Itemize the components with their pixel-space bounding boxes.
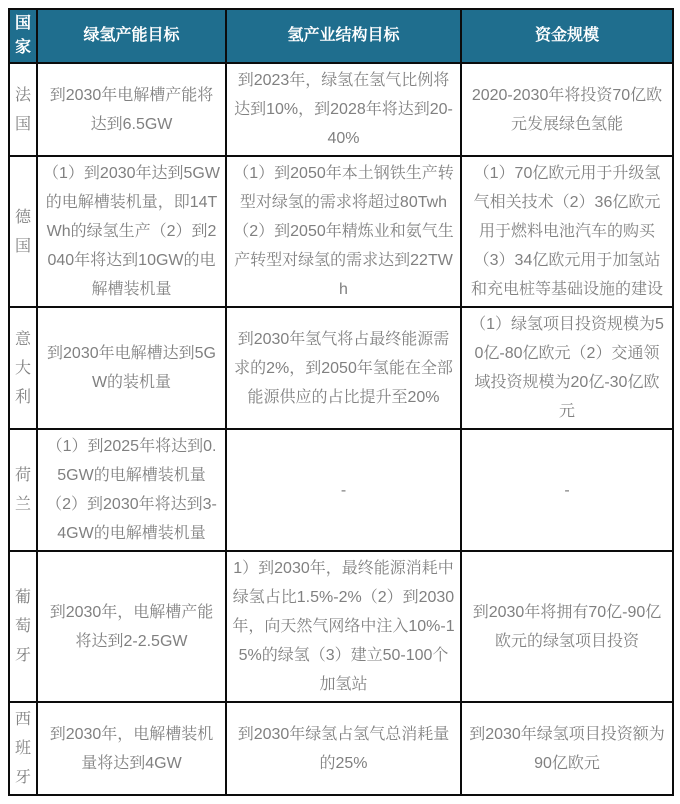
table-row-germany <box>9 156 673 307</box>
column-header-structure-target: 氢产业结构目标 <box>226 9 461 63</box>
table-row-spain <box>9 702 673 795</box>
column-header-funding-scale: 资金规模 <box>461 9 673 63</box>
column-header-capacity-target: 绿氢产能目标 <box>37 9 226 63</box>
cell-country: 德国 <box>9 156 37 307</box>
cell-country: 西班牙 <box>9 702 37 795</box>
cell-funding-scale: （1）70亿欧元用于升级氢气相关技术（2）36亿欧元用于燃料电池汽车的购买（3）34亿欧元用于加氢站和充电桩等基础设施的建设 <box>461 156 673 307</box>
hydrogen-targets-table <box>8 8 674 796</box>
cell-capacity-target: 到2030年电解槽达到5GW的装机量 <box>37 307 226 429</box>
cell-country: 荷兰 <box>9 429 37 551</box>
cell-capacity-target: 到2030年电解槽产能将达到6.5GW <box>37 63 226 156</box>
cell-country: 意大利 <box>9 307 37 429</box>
cell-capacity-target: （1）到2030年达到5GW的电解槽装机量，即14TWh的绿氢生产（2）到2040年将达到10GW的电解槽装机量 <box>37 156 226 307</box>
cell-funding-scale: （1）绿氢项目投资规模为50亿-80亿欧元（2）交通领域投资规模为20亿-30亿欧元 <box>461 307 673 429</box>
table-row-france <box>9 63 673 156</box>
cell-capacity-target: 到2030年，电解槽产能将达到2-2.5GW <box>37 551 226 702</box>
column-header-country: 国家 <box>9 9 37 63</box>
table-row-netherlands <box>9 429 673 551</box>
cell-structure-target: 到2023年，绿氢在氢气比例将达到10%，到2028年将达到20-40% <box>226 63 461 156</box>
cell-funding-scale: 2020-2030年将投资70亿欧元发展绿色氢能 <box>461 63 673 156</box>
header-row <box>9 9 673 63</box>
cell-capacity-target: （1）到2025年将达到0.5GW的电解槽装机量（2）到2030年将达到3-4GW的电解槽装机量 <box>37 429 226 551</box>
cell-structure-target: （1）到2050年本土钢铁生产转型对绿氢的需求将超过80Twh（2）到2050年精炼业和氨气生产转型对绿氢的需求达到22TWh <box>226 156 461 307</box>
cell-funding-scale: - <box>461 429 673 551</box>
cell-structure-target: 1）到2030年，最终能源消耗中绿氢占比1.5%-2%（2）到2030年，向天然气网络中注入10%-15%的绿氢（3）建立50-100个加氢站 <box>226 551 461 702</box>
cell-structure-target: - <box>226 429 461 551</box>
cell-country: 法国 <box>9 63 37 156</box>
cell-capacity-target: 到2030年，电解槽装机量将达到4GW <box>37 702 226 795</box>
cell-funding-scale: 到2030年将拥有70亿-90亿欧元的绿氢项目投资 <box>461 551 673 702</box>
table-row-portugal <box>9 551 673 702</box>
table-row-italy <box>9 307 673 429</box>
cell-country: 葡萄牙 <box>9 551 37 702</box>
cell-structure-target: 到2030年绿氢占氢气总消耗量的25% <box>226 702 461 795</box>
cell-structure-target: 到2030年氢气将占最终能源需求的2%，到2050年氢能在全部能源供应的占比提升至20% <box>226 307 461 429</box>
cell-funding-scale: 到2030年绿氢项目投资额为90亿欧元 <box>461 702 673 795</box>
